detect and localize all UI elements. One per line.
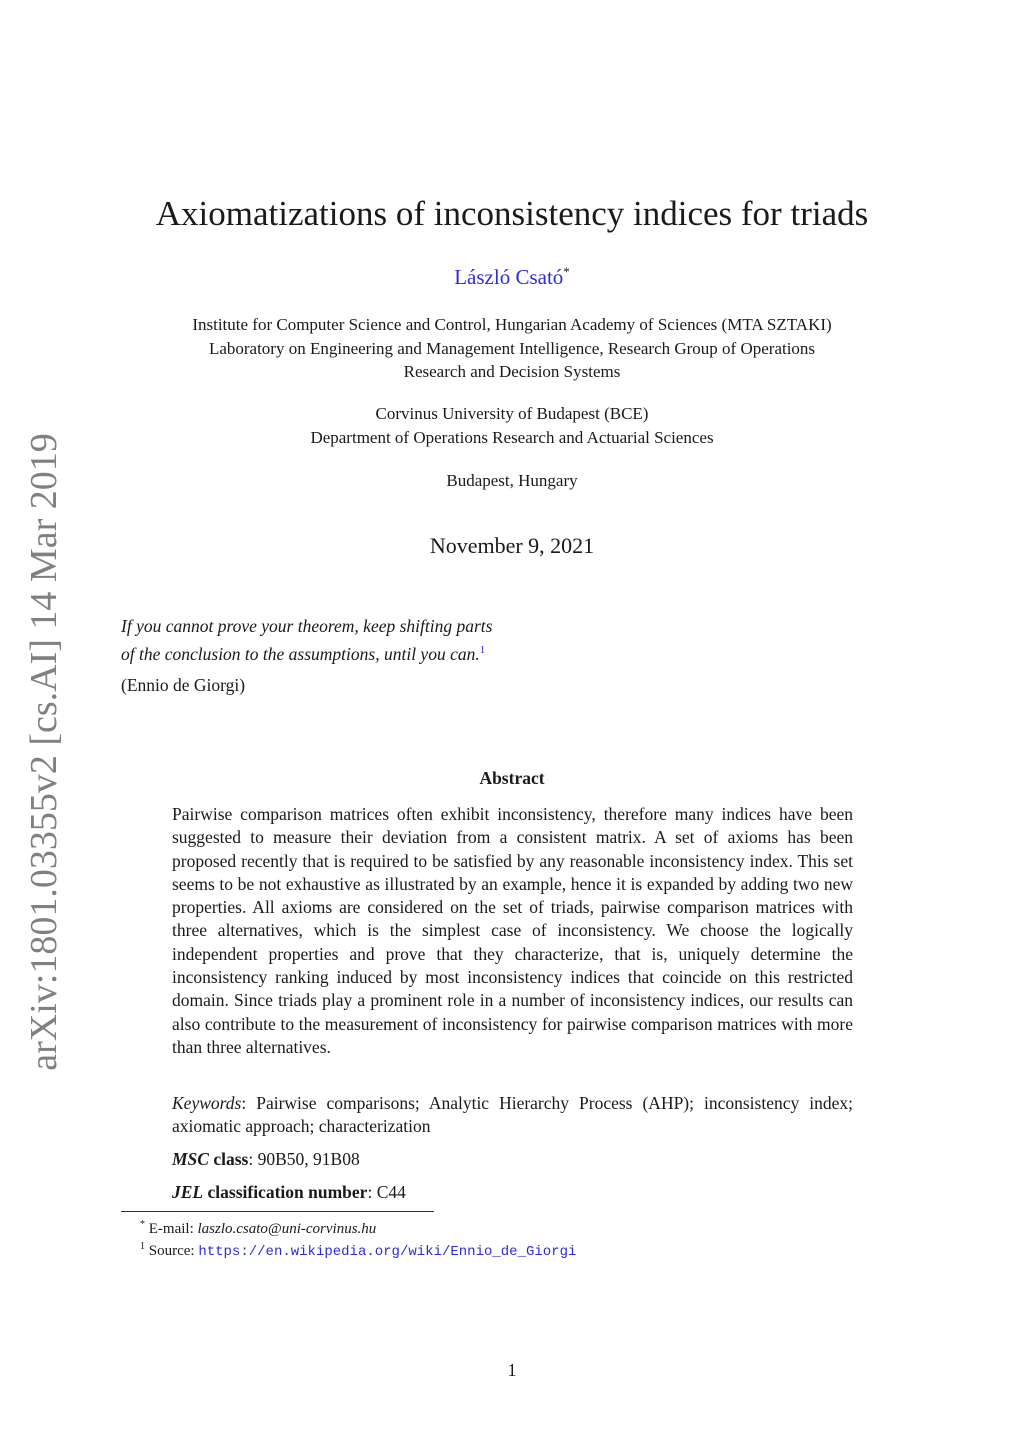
author-footnote-mark[interactable]: * xyxy=(563,264,570,279)
keywords-label: Keywords xyxy=(172,1093,242,1113)
affiliation-line: Department of Operations Research and Actuarial Sciences xyxy=(310,427,714,447)
affiliation-line: Research and Decision Systems xyxy=(403,362,621,381)
author-email: laszlo.csato@uni-corvinus.hu xyxy=(197,1221,377,1237)
msc-class-line: MSC class: 90B50, 91B08 xyxy=(172,1149,360,1169)
epigraph-quote xyxy=(121,614,492,666)
abstract-text: Pairwise comparison matrices often exhibit inconsistency, therefore many indices have been suggested to measure their deviation from a consistent matrix. A set of axioms has been proposed recently that is required to be satisfied by any reasonable inconsistency index. This set seems to be not exhaustive as illustrated by an example, hence it is expanded by adding two new properties. All axioms are considered on the set of triads, pairwise comparison matrices with three alternatives, which is the simplest case of inconsistency. We choose the logically independent properties and prove that they characterize, that is, uniquely determine the inconsistency ranking induced by most inconsistency indices that coincide on this restricted domain. Since triads play a prominent role in a number of inconsistency indices, our results can also contribute to the measurement of inconsistency for pairwise comparison matrices with more than three alternatives. xyxy=(172,804,853,1057)
affiliation-group-1 xyxy=(0,313,1024,384)
page-number: 1 xyxy=(507,1360,517,1380)
author-line xyxy=(0,264,1024,290)
affiliation-line: Institute for Computer Science and Control, Hungarian Academy of Sciences (MTA SZTAKI) xyxy=(192,315,832,334)
footnote-divider xyxy=(121,1211,434,1212)
source-url-link[interactable]: https://en.wikipedia.org/wiki/Ennio_de_Giorgi xyxy=(198,1244,577,1260)
paper-date: November 9, 2021 xyxy=(429,533,595,558)
affiliation-line: Budapest, Hungary xyxy=(446,471,578,490)
epigraph-line-2: of the conclusion to the assumptions, until you can.$^1$ xyxy=(121,643,486,664)
affiliation-group-3 xyxy=(0,469,1024,493)
keywords-value: Pairwise comparisons; Analytic Hierarchy Process (AHP); inconsistency index; axiomatic approach; characterization xyxy=(172,1093,853,1137)
affiliation-group-2 xyxy=(0,402,1024,449)
affiliation-line: Laboratory on Engineering and Management Intelligence, Research Group of Operations xyxy=(208,338,816,358)
epigraph-attribution: (Ennio de Giorgi) xyxy=(121,675,246,695)
paper-title: Axiomatizations of inconsistency indices for triads xyxy=(155,194,869,233)
arxiv-identifier-stamp: arXiv:1801.03355v2 [cs.AI] 14 Mar 2019 xyxy=(23,433,65,1071)
msc-value: 90B50, 91B08 xyxy=(257,1149,360,1169)
author-name[interactable]: László Csató xyxy=(454,265,564,289)
abstract-heading: Abstract xyxy=(479,768,545,788)
affiliation-line: Corvinus University of Budapest (BCE) xyxy=(375,404,649,423)
keywords-line: Keywords: Pairwise comparisons; Analytic Hierarchy Process (AHP); inconsistency index; axiomatic approach; characterization xyxy=(172,1093,853,1137)
jel-value: C44 xyxy=(376,1182,406,1202)
epigraph-line-1: If you cannot prove your theorem, keep shifting parts xyxy=(121,616,493,636)
footnote-source: $^1$ Source: https://en.wikipedia.org/wiki/Ennio_de_Giorgi xyxy=(140,1241,577,1260)
epigraph-footnote-mark[interactable]: 1 xyxy=(479,644,486,656)
footnote-email: * E-mail: laszlo.csato@uni-corvinus.hu xyxy=(140,1219,377,1237)
jel-classification-line: JEL classification number: C44 xyxy=(172,1182,406,1202)
